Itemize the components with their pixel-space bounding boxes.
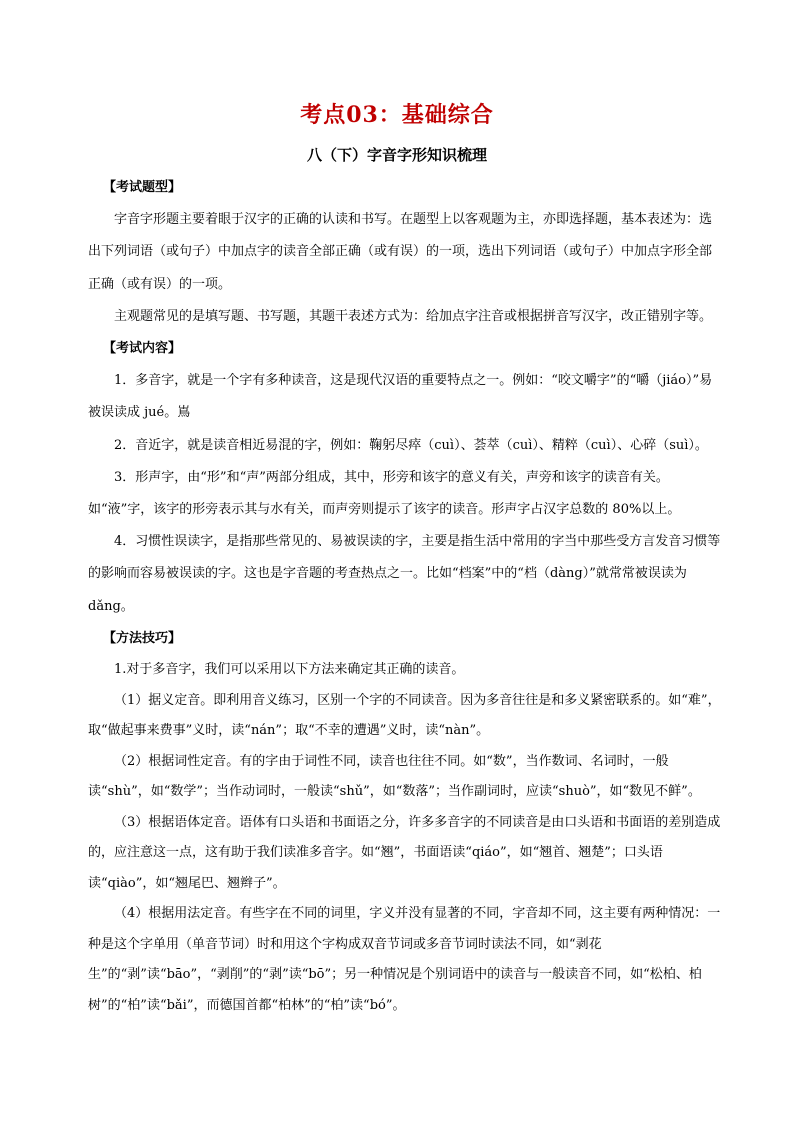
page-title: 考点03：基础综合: [300, 102, 494, 128]
paragraph: （1）据义定音。即利用音义练习，区别一个字的不同读音。因为多音往往是和多义紧密联系的。如“难”，取“做起事来费事”义时，读“nán”；取“不幸的遭遇”义时，读“nàn”。: [88, 692, 721, 739]
paragraph: （3）根据语体定音。语体有口头语和书面语之分，许多多音字的不同读音是由口头语和书面语的差别造成的，应注意这一点，这有助于我们读准多音字。如“翘”，书面语读“qiáo”，如“翘首、翘楚”；口头语读“qiào”，如“翘尾巴、翘辫子”。: [88, 814, 721, 891]
paragraph: 3．形声字，由“形”和“声”两部分组成，其中，形旁和该字的意义有关，声旁和该字的读音有关。如“液”字，该字的形旁表示其与水有关，而声旁则提示了该字的读音。形声字占汉字总数的 80%以上。: [88, 469, 681, 518]
paragraph: 1．多音字，就是一个字有多种读音，这是现代汉语的重要特点之一。例如：“咬文嚼字”的“嚼（jiáo）”易被误读成 jué。嶌: [88, 373, 713, 421]
page-subtitle: 八（下）字音字形知识梳理: [306, 146, 487, 164]
paragraph: 1.对于多音字，我们可以采用以下方法来确定其正确的读音。: [114, 662, 465, 678]
paragraph: （4）根据用法定音。有些字在不同的词里，字义并没有显著的不同，字音却不同，这主要有两种情况：一种是这个字单用（单音节词）时和用这个字构成双音节词或多音节词时读法不同，如“剥花生”的“剥”读“bāo”，“剥削”的“剥”读“bō”；另一种情况是个别词语中的读音与一般读音不同，如“松柏、柏树”的“柏”读“bǎi”，而德国首都“柏林”的“柏”读“bó”。: [88, 906, 721, 1013]
paragraph: 主观题常见的是填写题、书写题，其题干表述方式为：给加点字注音或根据拼音写汉字，改正错别字等。: [114, 308, 713, 324]
section-heading-methods: 【方法技巧】: [103, 630, 182, 646]
paragraph: （2）根据词性定音。有的字由于词性不同，读音也往往不同。如“数”，当作数词、名词时，一般读“shù”，如“数学”；当作动词时，一般读“shǔ”，如“数落”；当作副词时，应读“shuò”，如“数见不鲜”。: [88, 753, 701, 800]
paragraph: 4．习惯性误读字，是指那些常见的、易被误读的字，主要是指生活中常用的字当中那些受方言发音习惯等的影响而容易被误读的字。这也是字音题的考查热点之一。比如“档案”中的“档（dàng）”就常常被误读为 dǎng。: [88, 534, 721, 614]
paragraph: 字音字形题主要着眼于汉字的正确的认读和书写。在题型上以客观题为主，亦即选择题，基本表述为：选出下列词语（或句子）中加点字的读音全部正确（或有误）的一项，选出下列词语（或句子）中加点字形全部正确（或有误）的一项。: [88, 212, 713, 292]
section-heading-exam-type: 【考试题型】: [103, 180, 182, 195]
section-heading-exam-content: 【考试内容】: [103, 341, 182, 357]
document-body: [88, 172, 724, 1021]
paragraph: 2．音近字，就是读音相近易混的字，例如：鞠躬尽瘁（cuì）、荟萃（cuì）、精粹（cuì）、心碎（suì）。: [114, 437, 708, 453]
